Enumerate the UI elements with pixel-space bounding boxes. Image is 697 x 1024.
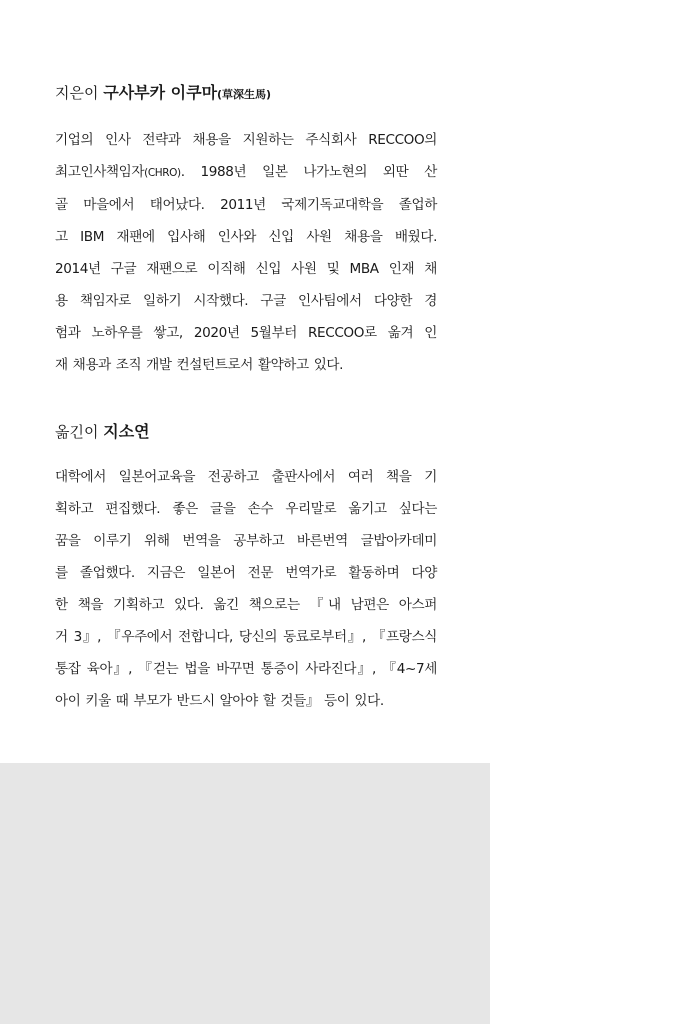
author-bio-line: 기업의 인사 전략과 채용을 지원하는 주식회사 RECCOO의 [55,132,437,148]
translator-bio-line: 를 졸업했다. 지금은 일본어 전문 번역가로 활동하며 다양 [55,565,437,581]
author-bio-line: 용 책임자로 일하기 시작했다. 구글 인사팀에서 다양한 경 [55,293,437,309]
translator-bio [55,461,437,717]
author-bio-title-rest: . 1988년 일본 나가노현의 외딴 산 [180,164,437,180]
translator-heading [55,419,437,445]
author-bio-title-abbr: (CHRO) [144,167,181,179]
translator-bio-line: 통잡 육아』, 『걷는 법을 바꾸면 통증이 사라진다』, 『4~7세 [55,661,437,677]
translator-bio-line: 꿈을 이루기 위해 번역을 공부하고 바른번역 글밥아카데미 [55,533,437,549]
translator-bio-line: 아이 키울 때 부모가 반드시 알아야 할 것들』 등이 있다. [55,693,384,709]
author-heading [55,80,437,108]
author-bio-line: 고 IBM 재팬에 입사해 인사와 신입 사원 채용을 배웠다. [55,229,437,245]
author-bio-line: 골 마을에서 태어났다. 2011년 국제기독교대학을 졸업하 [55,197,437,213]
author-bio-line: 재 채용과 조직 개발 컨설턴트로서 활약하고 있다. [55,357,344,373]
gray-background-block [0,763,490,1024]
translator-bio-line: 거 3』, 『우주에서 전합니다, 당신의 동료로부터』, 『프랑스식 [55,629,437,645]
translator-name: 지소연 [103,422,150,441]
author-name: 구사부카 이쿠마 [103,83,218,102]
author-hanja-name: (草深生馬) [217,88,272,101]
author-bio-line [55,156,437,189]
translator-role-label: 옮긴이 [55,423,99,441]
author-bio [55,124,437,381]
author-bio-title: 최고인사책임자 [55,164,145,180]
author-bio-line: 2014년 구글 재팬으로 이직해 신입 사원 및 MBA 인재 채 [55,261,437,277]
section-spacer [55,381,437,419]
author-bio-line: 험과 노하우를 쌓고, 2020년 5월부터 RECCOO로 옮겨 인 [55,325,437,341]
translator-bio-line: 대학에서 일본어교육을 전공하고 출판사에서 여러 책을 기 [55,469,437,485]
author-role-label: 지은이 [55,84,99,102]
translator-bio-line: 한 책을 기획하고 있다. 옮긴 책으로는 『내 남편은 아스퍼 [55,597,437,613]
profile-content [55,80,437,717]
translator-bio-line: 획하고 편집했다. 좋은 글을 손수 우리말로 옮기고 싶다는 [55,501,437,517]
